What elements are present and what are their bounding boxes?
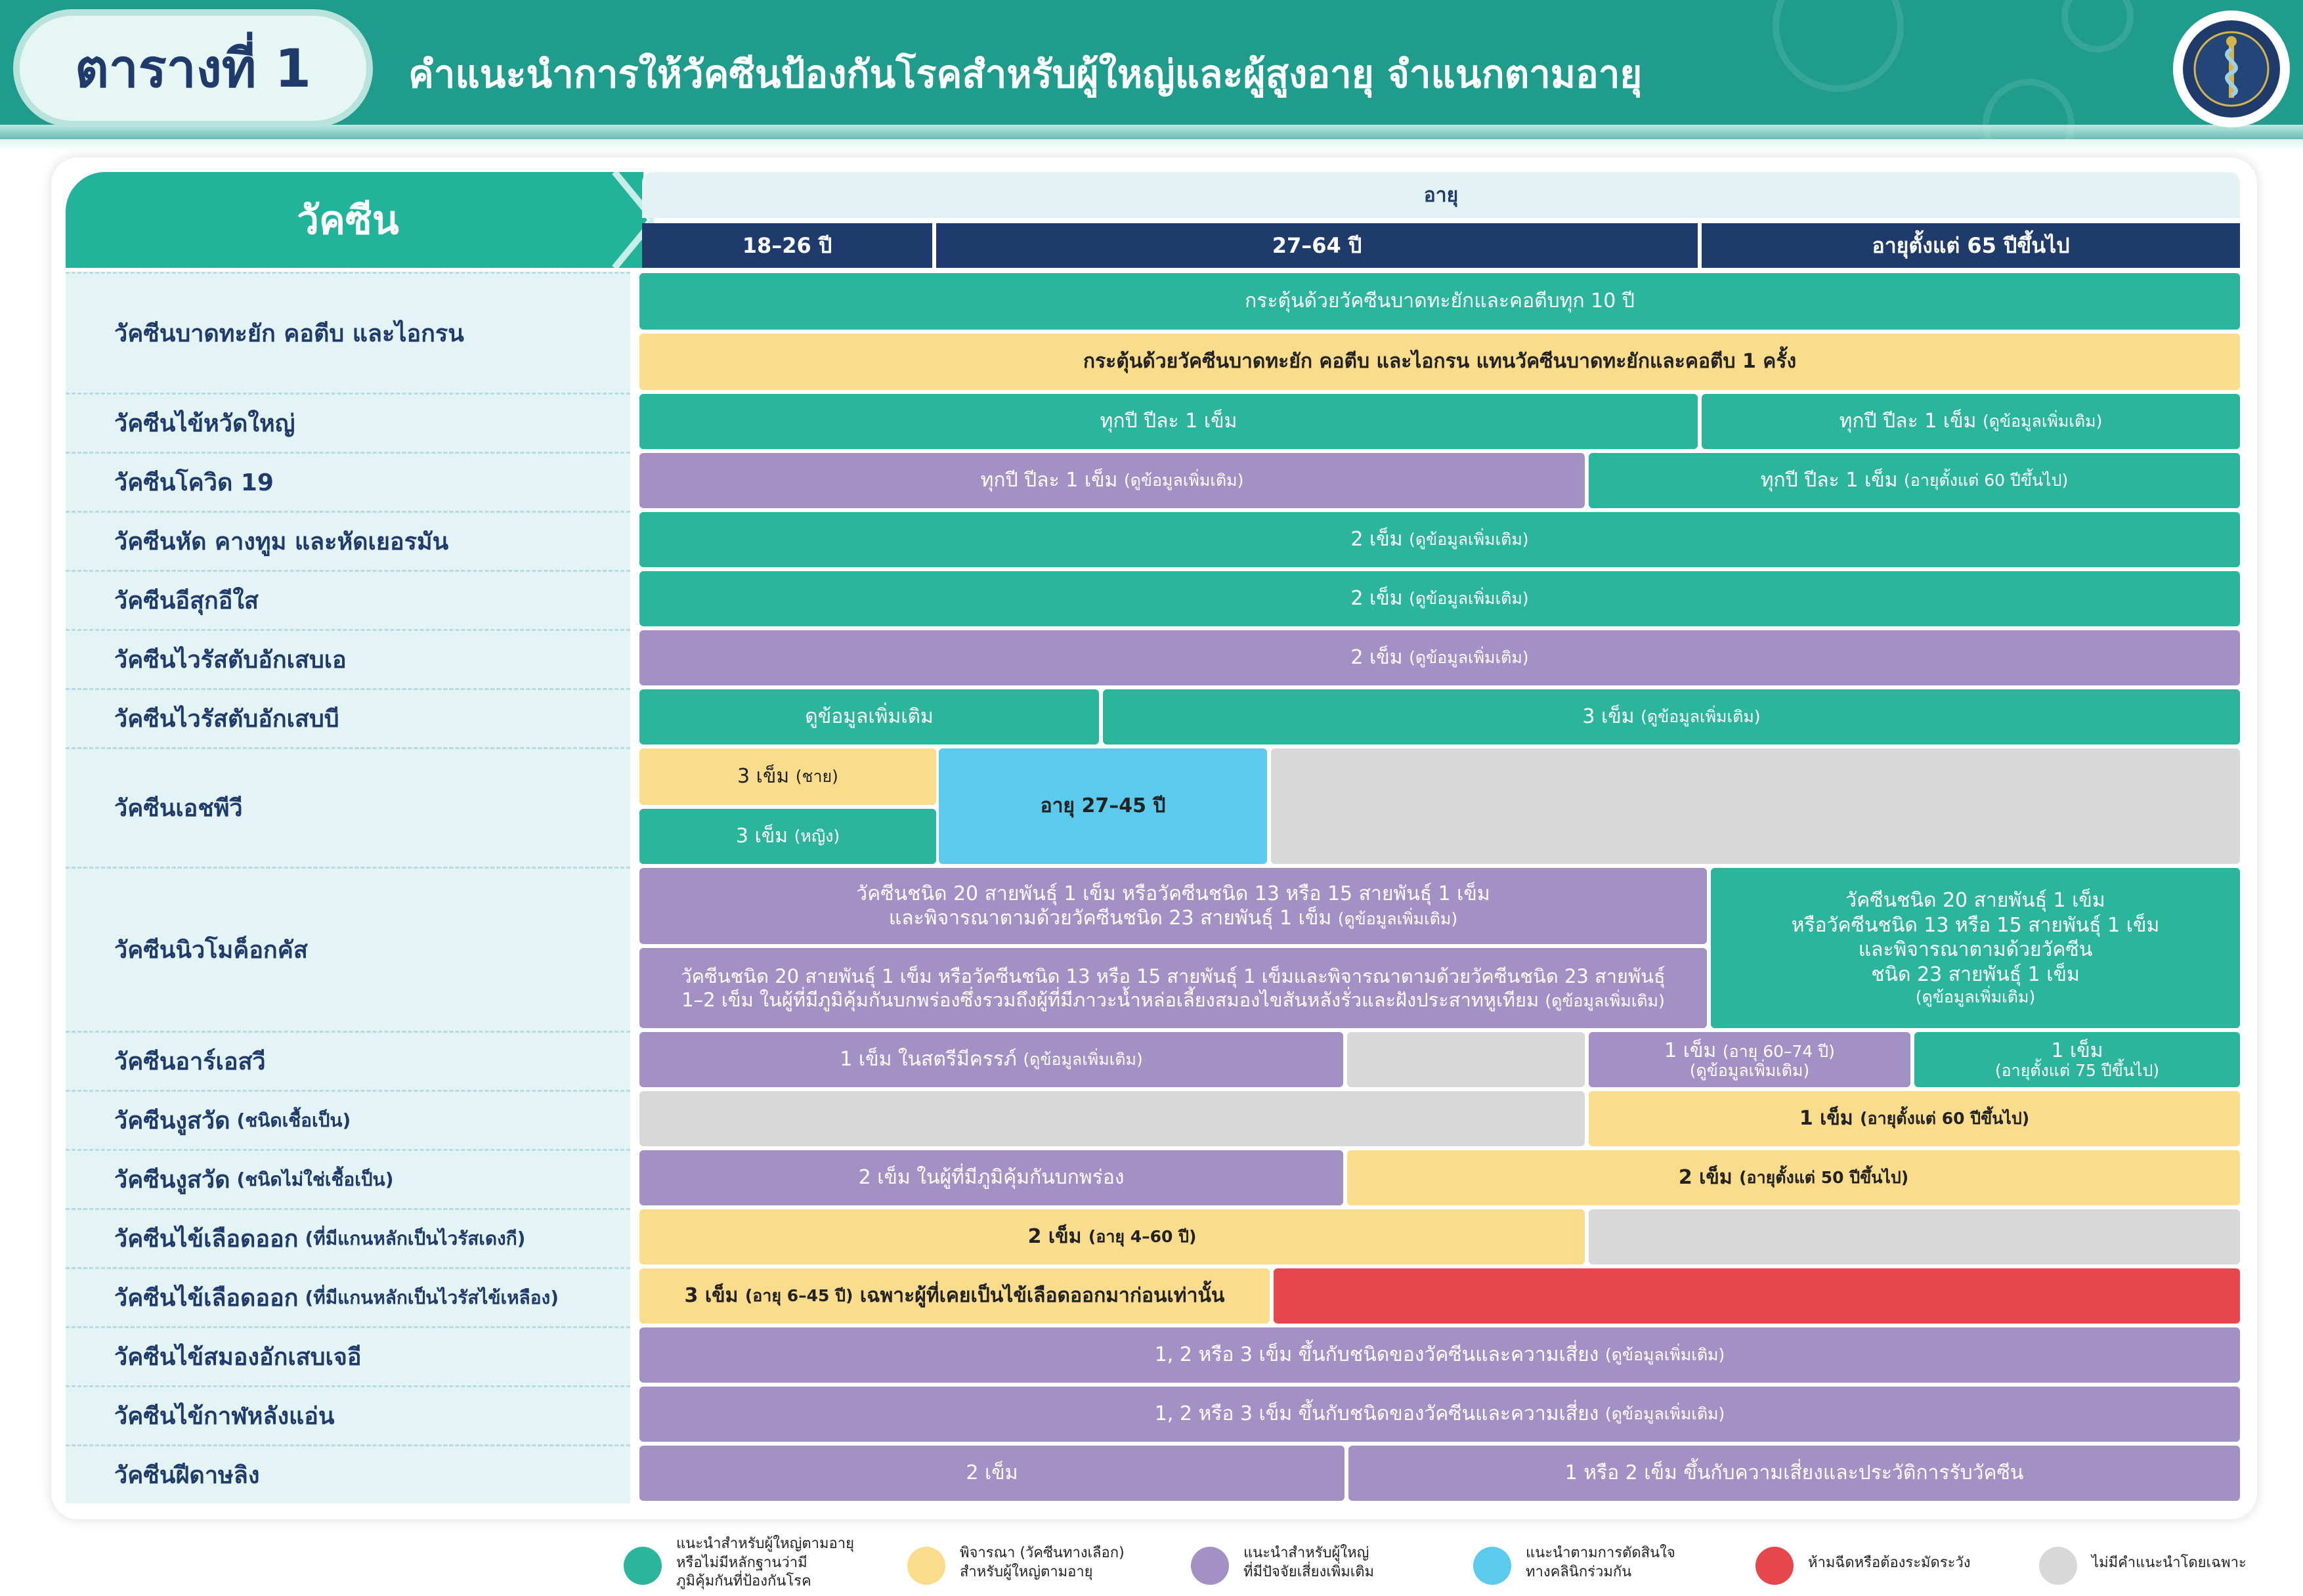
cell-zoster-live-60 [1589,1091,2240,1146]
legend-swatch-contraindicated [1755,1547,1794,1585]
cell-text: 2 เข็ม [1350,646,1403,670]
legend-text: ห้ามฉีดหรือต้องระมัดระวัง [1808,1554,1971,1571]
legend-label-shared-decision [1526,1534,1723,1593]
cell-note: (อายุตั้งแต่ 50 ปีขึ้นไป) [1739,1168,1909,1188]
legend-line: สำหรับผู้ใหญ่ตามอายุ [960,1564,1093,1580]
row-label-text: วัคซีนหัด คางทูม และหัดเยอรมัน [114,528,449,555]
header-shadow [0,125,2303,151]
cell-text: ทุกปี ปีละ 1 เข็ม [1760,469,1898,492]
cell-note: (ดูข้อมูลเพิ่มเติม) [1023,1050,1143,1069]
cell-flu-elderly [1702,394,2240,449]
row-label-varicella [66,570,630,629]
row-label-dengue-dengue [66,1208,630,1267]
row-label-text: วัคซีนอาร์เอสวี [114,1048,266,1075]
cell-rsv-no-recommendation [1347,1032,1585,1087]
cell-text: ทุกปี ปีละ 1 เข็ม [980,469,1118,492]
association-logo-icon [2173,11,2290,127]
page-title: คำแนะนำการให้วัคซีนป้องกันโรคสำหรับผู้ใหญ่และผู้สูงอายุ จำแนกตามอายุ [408,51,1643,97]
row-label-je [66,1326,630,1385]
cell-note: (ดูข้อมูลเพิ่มเติม) [1409,648,1529,668]
row-label-text: วัคซีนไข้เลือดออก [114,1285,299,1312]
cell-mpox-risk: 2 เข็ม [639,1446,1345,1501]
cell-note: (หญิง) [794,827,840,846]
table-number-badge [13,9,373,127]
cell-note: (ดูข้อมูลเพิ่มเติม) [1604,1404,1725,1424]
legend-line: แนะนำสำหรับผู้ใหญ่ตามอายุ [676,1536,854,1553]
cell-text: 3 เข็ม [737,765,790,788]
cell-note: (อายุ 4–60 ปี) [1088,1227,1197,1247]
cell-note: (ดูข้อมูลเพิ่มเติม) [1982,412,2103,431]
cell-dengue-yf [639,1268,1270,1324]
legend-line: พิจารณา (วัคซีนทางเลือก) [960,1545,1125,1562]
vaccine-header-label: วัคซีน [297,197,399,244]
row-label-text: วัคซีนโควิด 19 [114,469,274,496]
legend-line: ทางคลินิกร่วมกัน [1526,1564,1632,1580]
legend-label-risk [1243,1534,1440,1593]
cell-text: 1, 2 หรือ 3 เข็ม ขึ้นกับชนิดของวัคซีนและความเสี่ยง [1154,1343,1599,1367]
age-header: อายุ [642,172,2240,218]
cell-hpv-no-recommendation [1271,748,2240,864]
row-label-flu [66,393,630,452]
row-label-text: วัคซีนไข้หวัดใหญ่ [114,410,295,437]
legend-line: แนะนำสำหรับผู้ใหญ่ [1243,1545,1369,1562]
cell-line: หรือวัคซีนชนิด 13 หรือ 15 สายพันธุ์ 1 เข็ม [1791,913,2160,937]
row-label-text: วัคซีนฝีดาษลิง [114,1462,260,1489]
cell-line: และพิจารณาตามด้วยวัคซีน [1858,938,2093,962]
row-label-text: วัคซีนไวรัสตับอักเสบเอ [114,647,347,674]
cell-pneumo-elderly [1711,868,2240,1028]
row-label-mmr [66,511,630,570]
row-label-hpv [66,747,630,867]
cell-note: (ชาย) [795,767,838,787]
row-label-note: (ชนิดเชื้อเป็น) [236,1109,351,1131]
cell-note: (ดูข้อมูลเพิ่มเติม) [1409,589,1529,609]
cell-text: 1 เข็ม ในสตรีมีครรภ์ [840,1048,1017,1071]
age-group-65-plus: อายุตั้งแต่ 65 ปีขึ้นไป [1702,223,2240,268]
row-label-meningococcal [66,1385,630,1444]
row-label-text: วัคซีนบาดทะยัก คอตีบ และไอกรน [114,320,464,347]
cell-zoster-live-no-recommendation [639,1091,1585,1146]
age-group-27-64: 27–64 ปี [936,223,1698,268]
cell-mmr [639,512,2240,567]
legend-label-recommended [676,1534,873,1593]
row-label-text: วัคซีนไข้สมองอักเสบเจอี [114,1344,362,1371]
row-label-text: วัคซีนไข้เลือดออก [114,1226,299,1253]
cell-text: และพิจารณาตามด้วยวัคซีนชนิด 23 สายพันธุ์ 1 เข็ม [888,907,1332,930]
cell-line [681,988,1665,1012]
legend-text: ไม่มีคำแนะนำโดยเฉพาะ [2092,1554,2247,1571]
row-label-text: วัคซีนนิวโมค็อกคัส [114,937,308,964]
cell-line: วัคซีนชนิด 20 สายพันธุ์ 1 เข็ม หรือวัคซีนชนิด 13 หรือ 15 สายพันธุ์ 1 เข็มและพิจารณาตามด้วยวัคซีนชนิด 23 สายพันธุ์ [681,964,1666,987]
cell-hpv-27-45: อายุ 27–45 ปี [939,748,1267,864]
row-label-note: (ที่มีแกนหลักเป็นไวรัสไข้เหลือง) [305,1286,559,1308]
legend-swatch-risk [1191,1547,1229,1585]
legend-swatch-shared-decision [1473,1547,1511,1585]
cell-note: (ดูข้อมูลเพิ่มเติม) [1337,909,1458,928]
row-label-mpox [66,1444,630,1503]
cell-covid-60 [1589,453,2240,508]
age-group-18-26: 18–26 ปี [642,223,932,268]
legend-line: หรือไม่มีหลักฐานว่ามี [676,1554,807,1571]
cell-tdap-booster: กระตุ้นด้วยวัคซีนบาดทะยักและคอตีบทุก 10 ปี [639,273,2240,330]
cell-zoster-rec-immunocompromised: 2 เข็ม ในผู้ที่มีภูมิคุ้มกันบกพร่อง [639,1150,1343,1205]
cell-note: (ดูข้อมูลเพิ่มเติม) [1915,987,2036,1007]
cell-note: (ดูข้อมูลเพิ่มเติม) [1641,707,1761,727]
row-label-note: (ที่มีแกนหลักเป็นไวรัสเดงกี) [305,1227,526,1249]
cell-note: (อายุตั้งแต่ 75 ปีขึ้นไป) [1994,1060,2160,1080]
cell-line: วัคซีนชนิด 20 สายพันธุ์ 1 เข็ม หรือวัคซีนชนิด 13 หรือ 15 สายพันธุ์ 1 เข็ม [856,882,1490,905]
cell-text: เฉพาะผู้ที่เคยเป็นไข้เลือดออกมาก่อนเท่านั้น [859,1284,1225,1308]
row-label-zoster-rec [66,1149,630,1208]
row-label-text: วัคซีนไข้กาฬหลังแอ่น [114,1403,335,1430]
legend-swatch-recommended [624,1547,662,1585]
legend-line: ภูมิคุ้มกันที่ป้องกันโรค [676,1573,811,1590]
row-label-pneumo [66,867,630,1031]
cell-dengue-dengue-no-recommendation [1589,1209,2240,1264]
legend-line: ที่มีปัจจัยเสี่ยงเพิ่มเติม [1243,1564,1375,1580]
cell-text: 2 เข็ม [1350,587,1403,611]
cell-text: 1 เข็ม [1799,1107,1853,1131]
cell-hpv-male [639,748,936,805]
cell-line [1664,1040,1835,1062]
cell-note: (ดูข้อมูลเพิ่มเติม) [1545,991,1665,1010]
cell-note: (ดูข้อมูลเพิ่มเติม) [1689,1060,1810,1080]
cell-text: 3 เข็ม [1582,705,1635,729]
cell-flu-adult: ทุกปี ปีละ 1 เข็ม [639,394,1698,449]
row-label-rsv [66,1031,630,1090]
cell-text: 3 เข็ม [684,1284,739,1308]
row-label-text: วัคซีนอีสุกอีใส [114,588,259,615]
cell-pneumo-risk [639,868,1707,944]
row-label-note: (ชนิดไม่ใช่เชื้อเป็น) [236,1168,394,1190]
cell-hpv-female [639,809,936,864]
legend-label-contraindicated [1808,1534,2018,1593]
cell-zoster-rec-50 [1347,1150,2240,1205]
cell-text: 2 เข็ม [1350,528,1403,551]
cell-note: (อายุตั้งแต่ 60 ปีขึ้นไป) [1860,1109,2030,1129]
row-label-hepb [66,688,630,747]
row-label-hepa [66,629,630,688]
cell-note: (ดูข้อมูลเพิ่มเติม) [1604,1345,1725,1365]
table-number: ตารางที่ 1 [74,37,312,99]
row-label-dengue-yf [66,1267,630,1326]
cell-text: 1–2 เข็ม ในผู้ที่มีภูมิคุ้มกันบกพร่องซึ่งรวมถึงผู้ที่มีภาวะน้ำหล่อเลี้ยงสมองไขสันหลังรั่วและฝังประสาทหูเทียม [681,989,1539,1011]
cell-text: 1 เข็ม [2051,1039,2103,1062]
cell-hepb-adult [1103,689,2240,744]
cell-tdap-once: กระตุ้นด้วยวัคซีนบาดทะยัก คอตีบ และไอกรน แทนวัคซีนบาดทะยักและคอตีบ 1 ครั้ง [639,334,2240,390]
row-label-zoster-live [66,1090,630,1149]
cell-varicella [639,571,2240,626]
cell-covid-risk [639,453,1585,508]
cell-text: 2 เข็ม [1678,1166,1733,1190]
cell-rsv-pregnant [639,1032,1343,1087]
legend-swatch-optional [907,1547,945,1585]
legend-label-optional [960,1534,1157,1593]
cell-line [889,906,1457,931]
row-label-text: วัคซีนงูสวัด [114,1167,230,1194]
legend-line: แนะนำตามการตัดสินใจ [1526,1545,1675,1562]
cell-note: (อายุตั้งแต่ 60 ปีขึ้นไป) [1904,471,2069,490]
cell-rsv-75-plus [1914,1032,2240,1087]
cell-note: (อายุ 60–74 ปี) [1722,1041,1835,1061]
legend-text [1243,1544,1374,1582]
legend-text [960,1544,1125,1582]
cell-mpox-history: 1 หรือ 2 เข็ม ขึ้นกับความเสี่ยงและประวัติการรับวัคซีน [1348,1446,2240,1501]
cell-rsv-60-74 [1589,1032,1910,1087]
cell-hepa [639,630,2240,685]
legend-text [676,1535,854,1591]
cell-je [639,1327,2240,1383]
row-label-tdap [66,272,630,393]
cell-dengue-yf-contraindicated [1274,1268,2240,1324]
legend-swatch-no-recommendation [2039,1547,2077,1585]
row-label-text: วัคซีนเอชพีวี [114,795,243,822]
row-label-text: วัคซีนไวรัสตับอักเสบบี [114,706,339,733]
row-label-text: วัคซีนงูสวัด [114,1108,230,1134]
legend-label-no-recommendation [2092,1534,2289,1593]
cell-hepb-young: ดูข้อมูลเพิ่มเติม [639,689,1099,744]
cell-pneumo-immunocompromised [639,948,1707,1028]
cell-meningococcal [639,1387,2240,1442]
cell-text: ทุกปี ปีละ 1 เข็ม [1839,410,1977,433]
row-label-covid [66,452,630,511]
cell-text: 1 เข็ม [1664,1039,1717,1062]
cell-text: 1, 2 หรือ 3 เข็ม ขึ้นกับชนิดของวัคซีนและความเสี่ยง [1154,1402,1599,1426]
cell-text: 2 เข็ม [1027,1225,1082,1249]
legend-text [1526,1544,1675,1582]
cell-line: วัคซีนชนิด 20 สายพันธุ์ 1 เข็ม [1845,889,2105,913]
cell-note: (ดูข้อมูลเพิ่มเติม) [1123,471,1244,490]
cell-note: (ดูข้อมูลเพิ่มเติม) [1409,530,1529,550]
cell-note: (อายุ 6–45 ปี) [744,1286,853,1306]
cell-line: ชนิด 23 สายพันธุ์ 1 เข็ม [1871,962,2080,986]
cell-text: 3 เข็ม [735,825,788,848]
cell-dengue-dengue [639,1209,1585,1264]
